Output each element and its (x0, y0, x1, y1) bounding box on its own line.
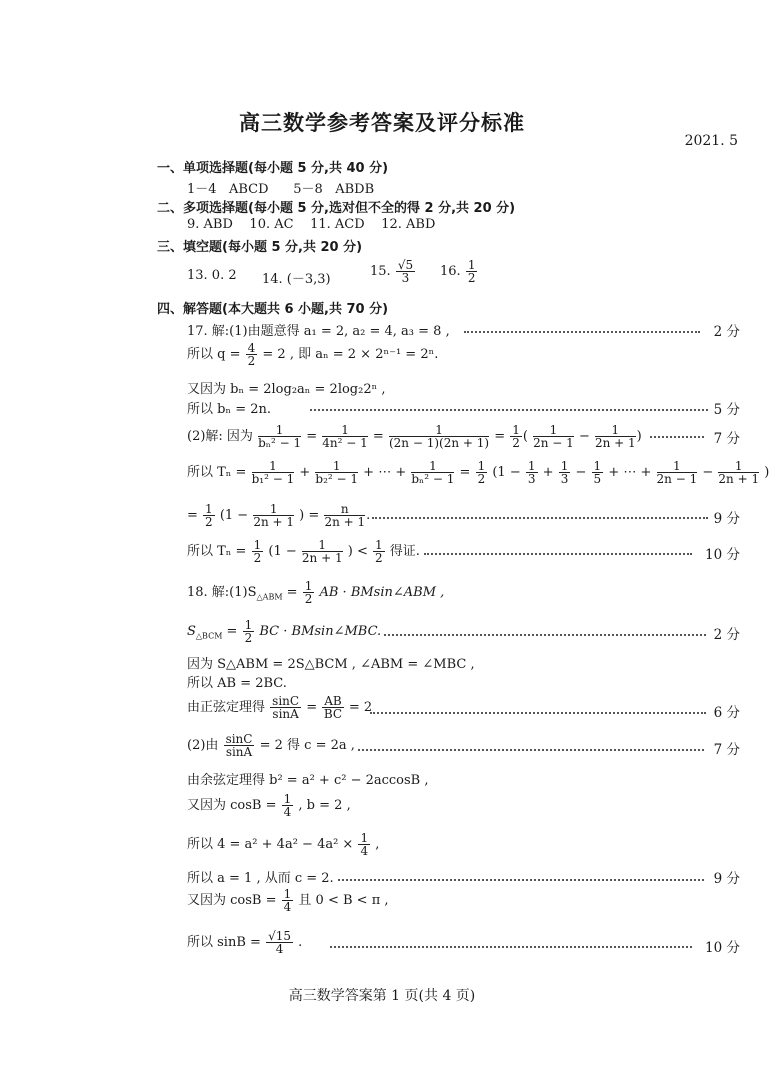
ellipsis: + ⋯ + (608, 465, 652, 480)
frac (315, 460, 358, 485)
score-6: 6 分 (713, 705, 740, 721)
score-10: 10 分 (705, 940, 740, 956)
frac-num: 1 (205, 502, 213, 516)
answer-16 (440, 259, 478, 284)
q17-line-6 (187, 460, 769, 485)
q18-l1-prefix: 18. 解:(1)S (187, 585, 257, 600)
frac (657, 460, 698, 485)
q18-line-12 (187, 930, 302, 955)
frac-num: n (324, 503, 365, 516)
score-7: 7 分 (713, 431, 740, 447)
q18-l5-suffix: = 2 (348, 700, 373, 715)
leader-dots (310, 409, 708, 411)
open-paren: (1 − (219, 508, 249, 523)
frac (270, 695, 301, 720)
frac-den: 4 (283, 805, 292, 819)
eq: = (459, 465, 471, 480)
frac-den: 2 (374, 551, 383, 565)
frac-den: 2n − 1 (533, 436, 574, 450)
frac (373, 539, 385, 564)
frac-num: 1 (360, 831, 369, 845)
frac-den: 5 (593, 472, 602, 486)
eq: = (187, 508, 198, 523)
q17-l5-prefix: (2)解: 因为 (187, 429, 253, 444)
eq: = (286, 585, 298, 600)
frac-den: 4 (360, 844, 369, 858)
q18-l9-prefix: 所以 4 = a² + 4a² − 4a² × (187, 837, 354, 852)
section-multi-choice-title: 二、多项选择题(每小题 5 分,选对但不全的得 2 分,共 20 分) (157, 201, 516, 216)
frac-num: 1 (411, 460, 454, 473)
answer-13: 13. 0. 2 (187, 268, 237, 283)
frac-num: 1 (315, 460, 358, 473)
answer-15-num: √5 (397, 258, 414, 272)
subscript: △BCM (195, 631, 223, 641)
eq: = (308, 508, 320, 523)
leader-dots (330, 946, 692, 948)
frac-num: √15 (268, 929, 291, 943)
q18-line-4: 所以 AB = 2BC. (187, 676, 287, 691)
q17-line-8 (187, 539, 420, 564)
frac-num: 1 (560, 459, 569, 473)
frac (322, 695, 343, 720)
q17-line-3: 又因为 bₙ = 2log₂aₙ = 2log₂2ⁿ , (187, 382, 386, 397)
frac-num: 1 (477, 459, 486, 473)
page-footer: 高三数学答案第 1 页(共 4 页) (288, 988, 476, 1004)
frac-num: 1 (283, 887, 292, 901)
frac-den: 2n + 1 (301, 551, 343, 565)
q17-line-4: 所以 bₙ = 2n. (187, 402, 272, 417)
frac-den: 2 (304, 592, 313, 606)
frac-den: 2 (247, 354, 256, 368)
q18-l8-suffix: , b = 2 , (298, 798, 351, 813)
frac-num: AB (324, 694, 342, 708)
score-2: 2 分 (713, 324, 740, 340)
q18-l1-expr: AB · BMsin∠ABM , (319, 585, 445, 600)
frac-den: BC (323, 707, 343, 721)
eq: = (494, 429, 506, 444)
q18-l6-prefix: (2)由 (187, 738, 219, 753)
q17-l2-prefix: 所以 q = (187, 347, 241, 362)
frac-den: 2 (477, 472, 486, 486)
section-solutions-title: 四、解答题(本大题共 6 小题,共 70 分) (157, 302, 389, 317)
frac-den: 4 (275, 942, 284, 956)
leader-dots (372, 517, 708, 519)
frac-num: sinC (272, 694, 300, 708)
section-single-choice-answers: 1－4 ABCD 5－8 ABDB (187, 182, 375, 197)
frac (533, 424, 574, 449)
eq: = (306, 429, 318, 444)
proof-done: 得证. (389, 544, 420, 559)
answer-16-fraction (466, 259, 478, 284)
plus: + (299, 465, 311, 480)
frac-num: 1 (252, 460, 295, 473)
score-5: 5 分 (713, 402, 740, 418)
frac (526, 460, 538, 485)
answer-15-den: 3 (401, 271, 410, 285)
score-2: 2 分 (713, 627, 740, 643)
frac-den: (2n − 1)(2n + 1) (388, 436, 490, 450)
frac-den: b₁² − 1 (251, 472, 295, 486)
q18-l11-suffix: 且 0 < B < π , (298, 893, 389, 908)
frac-den: 2n + 1 (718, 472, 760, 486)
frac (595, 424, 636, 449)
q18-line-3: 因为 S△ABM = 2S△BCM , ∠ABM = ∠MBC , (187, 657, 475, 672)
frac (203, 503, 215, 528)
q18-line-9 (187, 832, 379, 857)
frac (258, 424, 301, 449)
q17-line-5: (2)解: 因为 $\frac{1}{\text{bₙ² − 1}}$ = $\frac{1}{\text{4n² − 1}}$ = $\frac{1}{(2n - 1)(2n + 1)}$ = $\frac{1}{2}$ ( $\frac{1}{2n - 1}$ − $\frac{1}{2n + 1}$ ) (187, 423, 642, 450)
frac-num: 1 (533, 424, 574, 437)
frac-num: 1 (244, 618, 253, 632)
frac (302, 539, 343, 564)
frac-den: 2 (253, 551, 262, 565)
q18-line-1 (187, 580, 444, 605)
less-than: < (356, 544, 368, 559)
frac (243, 619, 255, 644)
q18-line-5 (187, 695, 372, 720)
answer-15-fraction (396, 259, 415, 284)
answer-14: 14. (－3,3) (262, 272, 331, 287)
frac-num: 1 (253, 538, 262, 552)
frac-num: 1 (527, 459, 536, 473)
frac-num: 1 (304, 579, 313, 593)
eq: = (226, 624, 238, 639)
leader-dots (650, 436, 704, 438)
frac (252, 539, 264, 564)
frac (718, 460, 759, 485)
section-multi-choice-answers: 9. ABD 10. AC 11. ACD 12. ABD (187, 217, 436, 232)
frac-num: 1 (718, 460, 759, 473)
frac (224, 733, 255, 758)
q18-l2-expr: BC · BMsin∠MBC. (259, 624, 382, 639)
frac-num: 1 (512, 423, 520, 437)
q18-l8-prefix: 又因为 cosB = (187, 798, 277, 813)
frac-den: 2n − 1 (656, 472, 698, 486)
q18-line-2 (187, 619, 381, 644)
frac (266, 930, 293, 955)
frac-num: 1 (322, 424, 368, 437)
score-10: 10 分 (705, 547, 740, 563)
ellipsis: + ⋯ + (363, 465, 407, 480)
frac-num: 1 (253, 503, 294, 516)
answer-16-den: 2 (467, 271, 476, 285)
plus: + (542, 465, 554, 480)
q18-l12-prefix: 所以 sinB = (187, 935, 261, 950)
frac (282, 793, 294, 818)
eq: = (372, 429, 384, 444)
frac-num: 1 (593, 459, 602, 473)
minus: − (578, 429, 590, 444)
frac-den: sinA (272, 707, 299, 721)
q18-line-7: 由余弦定理得 b² = a² + c² − 2accosB , (187, 773, 429, 788)
leader-dots (358, 749, 704, 751)
q17-line-2 (187, 342, 438, 367)
leader-dots (338, 879, 704, 881)
section-fill-blank-title: 三、填空题(每小题 5 分,共 20 分) (157, 240, 363, 255)
date: 2021. 5 (684, 133, 738, 149)
open-paren: (1 − (492, 465, 521, 480)
q17-l6-prefix: 所以 Tₙ = (187, 465, 247, 480)
answer-16-label: 16. (440, 264, 461, 279)
q18-line-11 (187, 888, 389, 913)
subscript: △ABM (256, 592, 283, 602)
frac-den: 2 (244, 631, 253, 645)
frac (411, 460, 454, 485)
frac-num: 1 (595, 424, 636, 437)
frac-num: 1 (258, 424, 301, 437)
frac-den: 4n² − 1 (322, 436, 368, 450)
frac-den: 3 (527, 472, 536, 486)
frac (282, 888, 294, 913)
frac-den: 2n + 1 (253, 515, 295, 529)
frac (510, 424, 522, 449)
q18-l11-prefix: 又因为 cosB = (187, 893, 277, 908)
q17-line-7: = $\frac{1}{2}$ (1 − $\frac{1}{2n + 1}$ ) = $\frac{n}{2n + 1}$ . (187, 502, 371, 529)
q18-line-10: 所以 a = 1 , 从而 c = 2. (187, 871, 334, 886)
leader-dots (464, 331, 700, 333)
section-single-choice-title: 一、单项选择题(每小题 5 分,共 40 分) (157, 161, 389, 176)
score-9: 9 分 (713, 871, 740, 887)
frac (559, 460, 571, 485)
frac-num: 1 (657, 460, 698, 473)
close-paren: ) (347, 544, 353, 559)
q17-q-fraction (246, 342, 258, 367)
open-paren: (1 − (268, 544, 297, 559)
frac-num: 1 (374, 538, 383, 552)
frac-den: 2 (512, 436, 520, 450)
frac (303, 580, 315, 605)
minus: − (575, 465, 587, 480)
frac (324, 503, 365, 528)
frac (592, 460, 604, 485)
close-paren: ) (764, 465, 769, 480)
leader-dots (424, 553, 692, 555)
leader-dots (384, 634, 706, 636)
frac-den: sinA (225, 745, 253, 759)
score-9: 9 分 (713, 511, 740, 527)
answer-15 (370, 259, 416, 284)
frac-num: 1 (389, 424, 489, 437)
answer-16-num: 1 (467, 258, 476, 272)
period: . (298, 935, 303, 950)
q18-line-8 (187, 793, 351, 818)
q17-line-1: 17. 解:(1)由题意得 a₁ = 2, a₂ = 4, a₃ = 8 , (187, 324, 450, 339)
q17-l2-suffix: = 2 , 即 aₙ = 2 × 2ⁿ⁻¹ = 2ⁿ. (262, 347, 439, 362)
score-7: 7 分 (713, 742, 740, 758)
frac-den: bₙ² − 1 (411, 472, 455, 486)
frac-den: 3 (560, 472, 569, 486)
frac-num: 4 (247, 341, 256, 355)
frac-den: b₂² − 1 (315, 472, 359, 486)
frac (252, 460, 295, 485)
q18-l2-prefix: S (187, 624, 196, 639)
frac-den: 4 (283, 900, 292, 914)
q18-l6-suffix: = 2 得 c = 2a , (259, 738, 355, 753)
frac (322, 424, 368, 449)
frac (253, 503, 294, 528)
q18-l5-prefix: 由正弦定理得 (187, 700, 266, 715)
frac-den: bₙ² − 1 (258, 436, 302, 450)
page-title: 高三数学参考答案及评分标准 (239, 110, 525, 135)
frac-num: 1 (302, 539, 343, 552)
close-paren: ) (299, 508, 305, 523)
q17-l8-prefix: 所以 Tₙ = (187, 544, 247, 559)
q18-l9-suffix: , (375, 837, 380, 852)
frac-den: 2n + 1 (594, 436, 636, 450)
frac-den: 2n + 1 (324, 515, 366, 529)
frac (476, 460, 488, 485)
frac (389, 424, 489, 449)
frac (358, 832, 370, 857)
frac-den: 2 (205, 515, 213, 529)
eq: = (306, 700, 318, 715)
minus: − (702, 465, 714, 480)
leader-dots (370, 712, 706, 714)
frac-num: 1 (283, 792, 292, 806)
q18-line-6 (187, 733, 355, 758)
answer-15-label: 15. (370, 264, 391, 279)
frac-num: sinC (225, 732, 253, 746)
